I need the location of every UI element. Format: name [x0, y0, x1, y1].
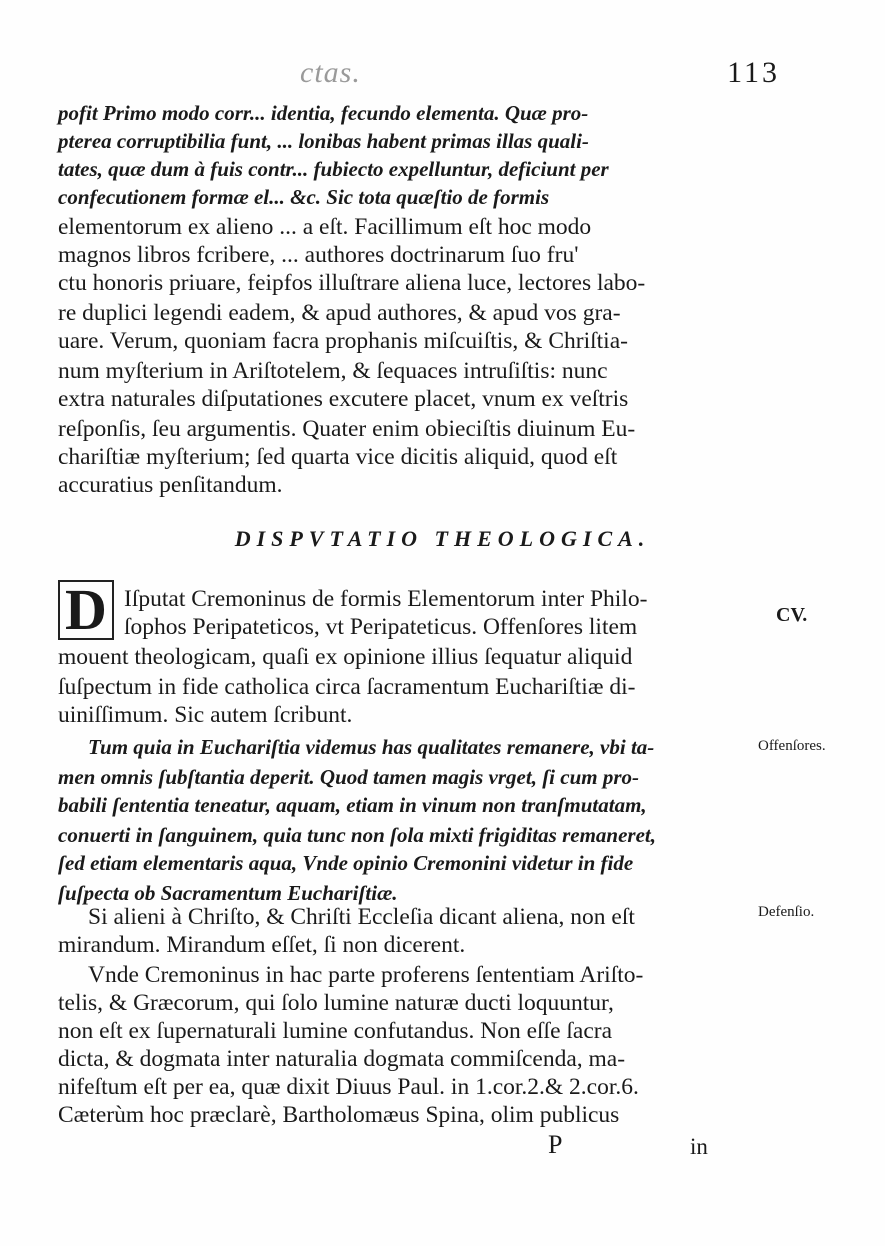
text-line: chariſtiæ myſterium; ſed quarta vice dicitis aliquid, quod eſt	[58, 444, 618, 470]
text-line: uiniſſimum. Sic autem ſcribunt.	[58, 702, 353, 728]
margin-note-cv: CV.	[776, 604, 808, 626]
text-line: reſponſis, ſeu argumentis. Quater enim obieciſtis diuinum Eu-	[58, 416, 636, 442]
text-line: Si alieni à Chriſto, & Chriſti Eccleſia dicant aliena, non eſt	[88, 904, 635, 930]
text-line: nifeſtum eſt per ea, quæ dixit Diuus Paul. in 1.cor.2.& 2.cor.6.	[58, 1074, 639, 1100]
drop-cap: D	[58, 580, 114, 640]
text-line: pofit Primo modo corr... identia, fecundo elementa. Quæ pro-	[58, 101, 589, 125]
text-line: ſuſpectum in fide catholica circa ſacramentum Euchariſtiæ di-	[58, 674, 636, 700]
quote-line: babili ſententia teneatur, aquam, etiam in vinum non tranſmutatam,	[58, 793, 647, 817]
page-header	[300, 52, 780, 92]
text-line: telis, & Græcorum, qui ſolo lumine naturæ ducti loquuntur,	[58, 990, 614, 1016]
text-line: re duplici legendi eadem, & apud authores, & apud vos gra-	[58, 300, 621, 326]
text-line: magnos libros fcribere, ... authores doctrinarum ſuo fru'	[58, 242, 579, 268]
catchword: in	[690, 1134, 708, 1159]
text-line: num myſterium in Ariſtotelem, & ſequaces intruſiſtis: nunc	[58, 358, 608, 384]
margin-note-defensio: Defenſio.	[758, 904, 815, 920]
text-line: non eſt ex ſupernaturali lumine confutandus. Non eſſe ſacra	[58, 1018, 613, 1044]
text-line: Cæterùm hoc præclarè, Bartholomæus Spina, olim publicus	[58, 1102, 620, 1128]
quote-line: Tum quia in Euchariſtia videmus has qualitates remanere, vbi ta-	[88, 735, 655, 759]
text-line: dicta, & dogmata inter naturalia dogmata commiſcenda, ma-	[58, 1046, 626, 1072]
section-heading: DISPVTATIO THEOLOGICA.	[234, 526, 651, 551]
page-number: 113	[727, 56, 780, 89]
text-line: mouent theologicam, quaſi ex opinione illius ſequatur aliquid	[58, 644, 633, 670]
text-line: confecutionem formæ el... &c. Sic tota quæſtio de formis	[58, 185, 550, 209]
margin-note-offensores: Offenſores.	[758, 738, 826, 754]
text-line: accuratius penſitandum.	[58, 472, 283, 498]
text-line: elementorum ex alieno ... a eſt. Facillimum eſt hoc modo	[58, 214, 592, 240]
text-line: tates, quæ dum à fuis contr... fubiecto expelluntur, deficiunt per	[58, 157, 609, 181]
quote-line: ſuſpecta ob Sacramentum Euchariſtiæ.	[58, 881, 398, 905]
text-line: Iſputat Cremoninus de formis Elementorum inter Philo-	[124, 586, 648, 612]
text-line: ctu honoris priuare, feipfos illuſtrare aliena luce, lectores labo-	[58, 270, 646, 296]
running-title: ctas.	[300, 56, 361, 89]
quote-line: conuerti in ſanguinem, quia tunc non ſola mixti frigiditas remaneret,	[58, 823, 657, 847]
text-line: ſophos Peripateticos, vt Peripateticus. Offenſores litem	[124, 614, 638, 640]
text-line: Vnde Cremoninus in hac parte proferens ſententiam Ariſto-	[88, 962, 644, 988]
signature-mark: P	[548, 1130, 563, 1159]
quote-line: men omnis ſubſtantia deperit. Quod tamen magis vrget, ſi cum pro-	[58, 765, 640, 789]
text-line: uare. Verum, quoniam facra prophanis miſcuiſtis, & Chriſtia-	[58, 328, 628, 354]
text-line: extra naturales diſputationes excutere placet, vnum ex veſtris	[58, 386, 629, 412]
text-line: pterea corruptibilia funt, ... lonibas habent primas illas quali-	[58, 129, 589, 153]
text-line: mirandum. Mirandum eſſet, ſi non dicerent.	[58, 932, 466, 958]
quote-line: ſed etiam elementaris aqua, Vnde opinio Cremonini videtur in fide	[58, 851, 634, 875]
